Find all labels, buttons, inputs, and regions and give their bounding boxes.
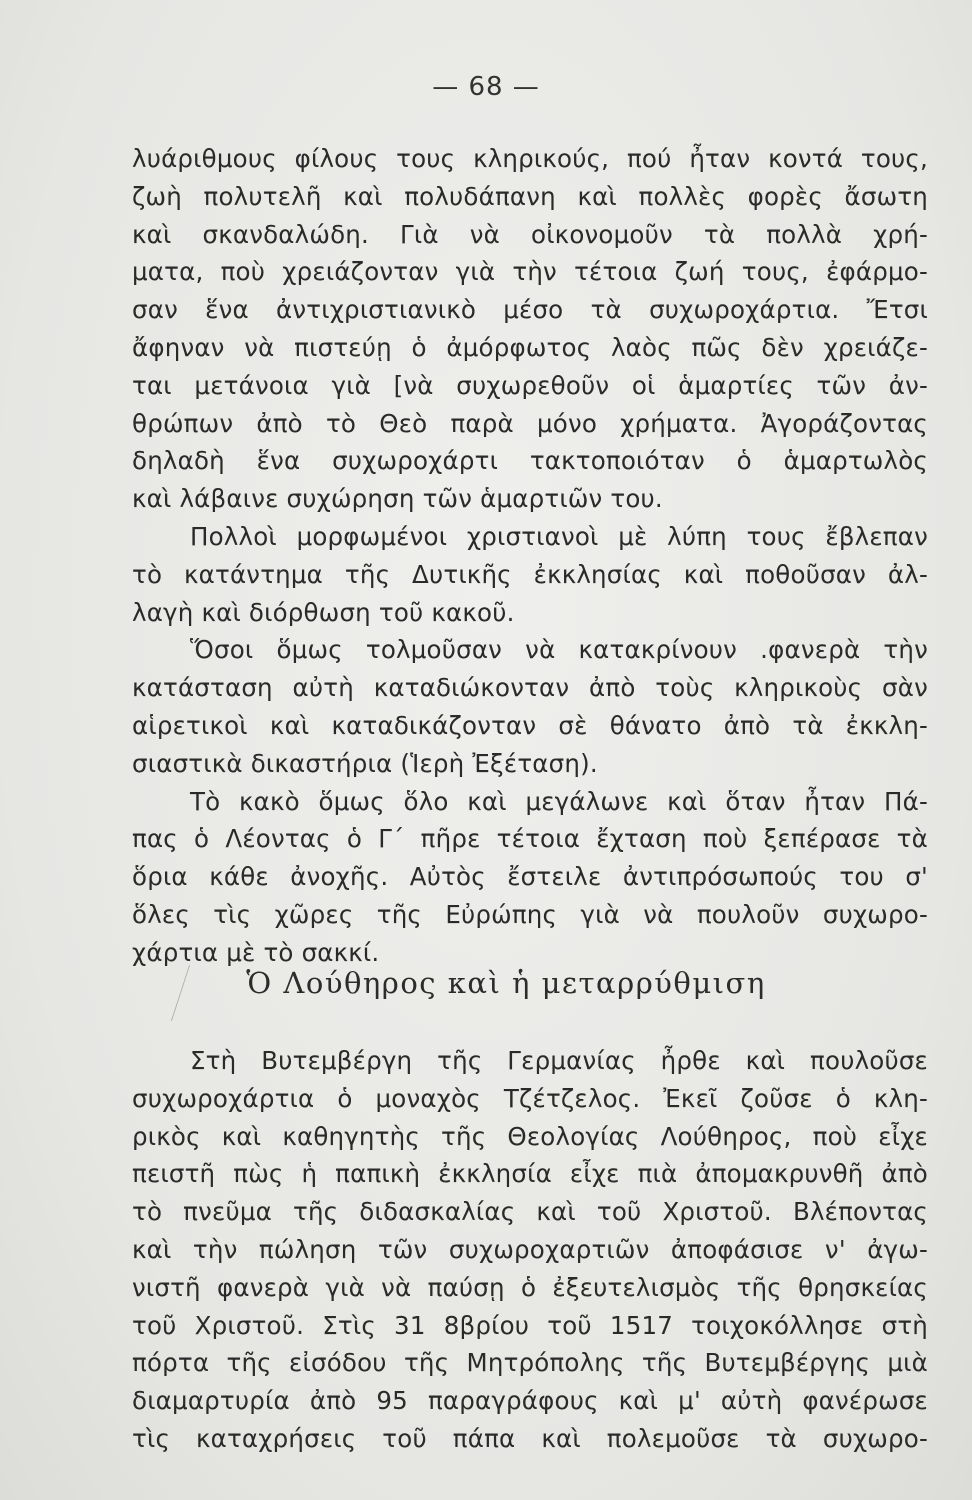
text-line: ἄφηναν νὰ πιστεύῃ ὁ ἀμόρφωτος λαὸς πῶς δὲν χρειάζε- — [132, 332, 928, 362]
text-line: πειστῆ πὼς ἡ παπικὴ ἐκκλησία εἶχε πιὰ ἀπομακρυνθῆ ἀπὸ — [132, 1159, 928, 1189]
text-line: λυάριθμους φίλους τους κληρικούς, πού ἦταν κοντά τους, — [132, 144, 928, 173]
text-line: τὸ κατάντημα τῆς Δυτικῆς ἐκκλησίας καὶ ποθοῦσαν ἀλ- — [132, 559, 928, 589]
text-line: πόρτα τῆς εἰσόδου τῆς Μητρόπολης τῆς Βυτεμβέργης μιὰ — [132, 1348, 928, 1378]
text-line: σαν ἕνα ἀντιχριστιανικὸ μέσο τὰ συχωροχάρτια. Ἔτσι — [132, 295, 928, 325]
text-line: Ὅσοι ὅμως τολμοῦσαν νὰ κατακρίνουν .φανερὰ τὴν — [190, 635, 928, 665]
text-line: λαγὴ καὶ διόρθωση τοῦ κακοῦ. — [132, 597, 515, 627]
text-line: τοῦ Χριστοῦ. Στὶς 31 8βρίου τοῦ 1517 τοιχοκόλλησε στὴ — [132, 1310, 928, 1340]
page-number: — 68 — — [432, 72, 540, 102]
text-line: ται μετάνοια γιὰ [νὰ συχωρεθοῦν οἱ ἁμαρτίες τῶν ἀν- — [132, 370, 928, 400]
text-line: δηλαδὴ ἕνα συχωροχάρτι τακτοποιόταν ὁ ἁμαρτωλὸς — [132, 446, 928, 476]
text-line: ρικὸς καὶ καθηγητὴς τῆς Θεολογίας Λούθηρος, ποὺ εἶχε — [132, 1121, 928, 1151]
text-block-bottom — [132, 1042, 928, 1458]
text-line: αἱρετικοὶ καὶ καταδικάζονταν σὲ θάνατο ἀπὸ τὰ ἐκκλη- — [132, 710, 928, 740]
text-line: Τὸ κακὸ ὅμως ὅλο καὶ μεγάλωνε καὶ ὅταν ἦταν Πά- — [190, 786, 928, 816]
text-line: καὶ τὴν πώληση τῶν συχωροχαρτιῶν ἀποφάσισε ν' ἀγω- — [132, 1234, 928, 1264]
text-line: καὶ σκανδαλώδη. Γιὰ νὰ οἰκονομοῦν τὰ πολλὰ χρή- — [132, 219, 928, 249]
text-line: συχωροχάρτια ὁ μοναχὸς Τζέτζελος. Ἐκεῖ ζοῦσε ὁ κλη- — [132, 1083, 928, 1113]
text-line: Πολλοὶ μορφωμένοι χριστιανοὶ μὲ λύπη τους ἔβλεπαν — [190, 521, 928, 551]
text-block-top — [132, 140, 928, 972]
text-line: πας ὁ Λέοντας ὁ Γ΄ πῆρε τέτοια ἔχταση ποὺ ξεπέρασε τὰ — [132, 824, 928, 854]
text-line: τὸ πνεῦμα τῆς διδασκαλίας καὶ τοῦ Χριστοῦ. Βλέποντας — [132, 1197, 928, 1227]
text-line: ματα, ποὺ χρειάζονταν γιὰ τὴν τέτοια ζωή τους, ἐφάρμο- — [132, 257, 928, 287]
section-heading: Ὁ Λούθηρος καὶ ἡ μεταρρύθμιση — [246, 966, 766, 1000]
text-line: νιστῆ φανερὰ γιὰ νὰ παύσῃ ὁ ἐξευτελισμὸς τῆς θρησκείας — [132, 1272, 928, 1302]
text-line: κατάσταση αὐτὴ καταδιώκονταν ἀπὸ τοὺς κληρικοὺς σὰν — [132, 673, 928, 703]
text-line: τὶς καταχρήσεις τοῦ πάπα καὶ πολεμοῦσε τὰ συχωρο- — [132, 1423, 928, 1453]
text-line: καὶ λάβαινε συχώρηση τῶν ἁμαρτιῶν του. — [132, 484, 663, 514]
text-line: σιαστικὰ δικαστήρια (Ἱερὴ Ἐξέταση). — [132, 748, 598, 778]
text-line: χάρτια μὲ τὸ σακκί. — [132, 937, 380, 967]
text-line: ὅρια κάθε ἀνοχῆς. Αὐτὸς ἔστειλε ἀντιπρόσωπούς του σ' — [132, 862, 928, 892]
text-line: Στὴ Βυτεμβέργη τῆς Γερμανίας ἦρθε καὶ πουλοῦσε — [190, 1046, 928, 1075]
text-line: θρώπων ἀπὸ τὸ Θεὸ παρὰ μόνο χρήματα. Ἀγοράζοντας — [132, 408, 928, 438]
text-line: ζωὴ πολυτελῆ καὶ πολυδάπανη καὶ πολλὲς φορὲς ἄσωτη — [132, 181, 928, 211]
text-line: διαμαρτυρία ἀπὸ 95 παραγράφους καὶ μ' αὐτὴ φανέρωσε — [132, 1386, 928, 1416]
text-line: ὅλες τὶς χῶρες τῆς Εὐρώπης γιὰ νὰ πουλοῦν συχωρο- — [132, 899, 928, 929]
